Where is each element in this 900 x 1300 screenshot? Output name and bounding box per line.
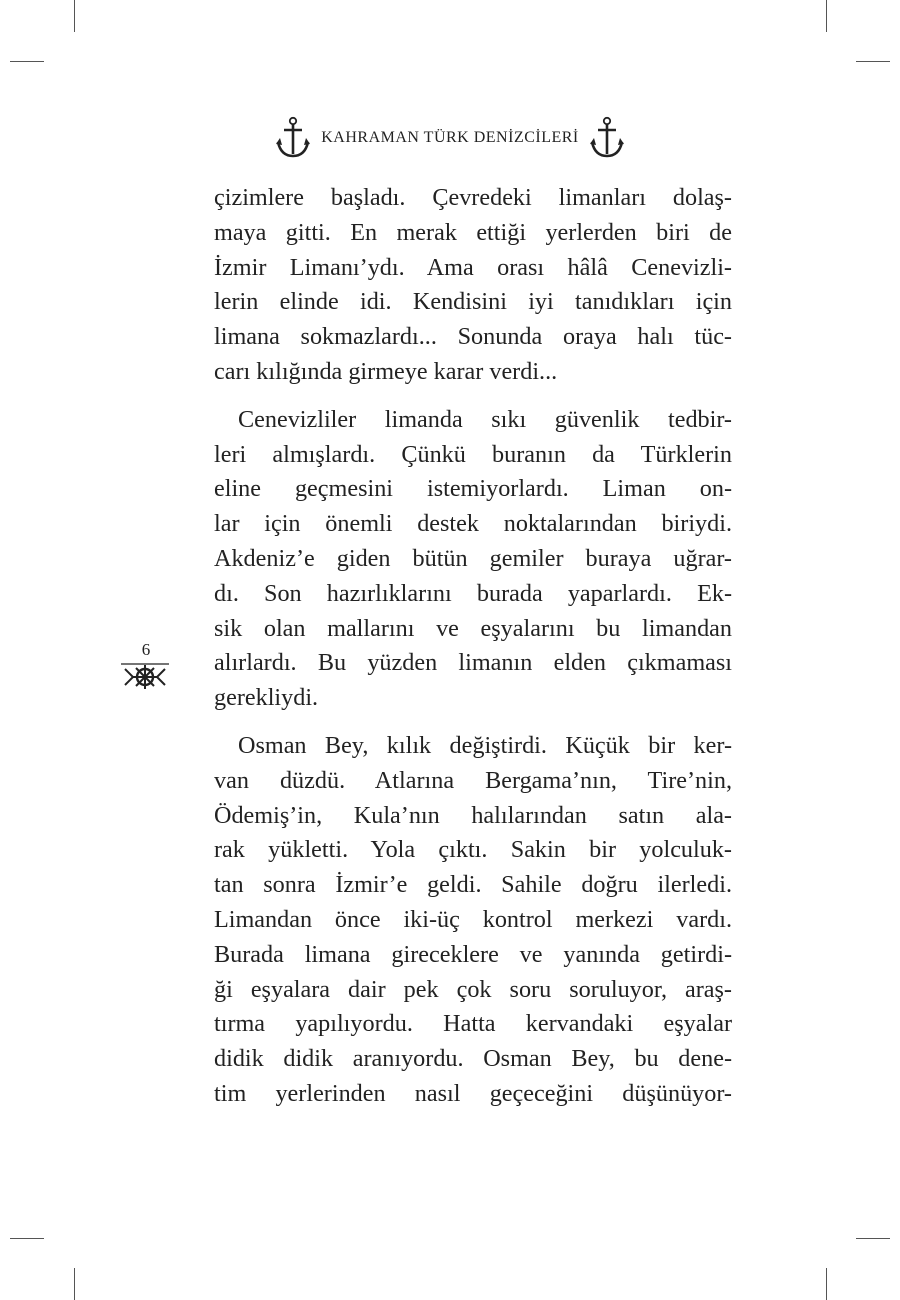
page-number: 6	[141, 640, 151, 659]
text-line: tan sonra İzmir’e geldi. Sahile doğru ilerledi.	[214, 871, 732, 899]
crop-mark-top-left	[74, 0, 75, 32]
text-line: alırlardı. Bu yüzden limanın elden çıkmaması	[214, 649, 732, 677]
text-line: çizimlere başladı. Çevredeki limanları dolaş-	[214, 184, 732, 211]
anchor-icon	[589, 116, 625, 160]
text-line: carı kılığında girmeye karar verdi...	[214, 357, 558, 385]
text-line: dı. Son hazırlıklarını burada yaparlardı. Ek-	[214, 579, 732, 607]
paragraph-gap	[214, 716, 732, 729]
text-line: lerin elinde idi. Kendisini iyi tanıdıkları için	[214, 288, 732, 316]
text-line: sik olan mallarını ve eşyalarını bu limandan	[214, 614, 732, 642]
text-line: rak yükletti. Yola çıktı. Sakin bir yolculuk-	[214, 836, 732, 864]
crop-mark-top-right	[826, 0, 827, 32]
text-line: tim yerlerinden nasıl geçeceğini düşünüyor-	[214, 1079, 732, 1107]
text-line: leri almışlardı. Çünkü buranın da Türklerin	[214, 440, 732, 468]
crop-mark-bottom-left	[74, 1268, 75, 1300]
text-line: eline geçmesini istemiyorlardı. Liman on-	[214, 475, 732, 503]
running-header	[0, 116, 900, 160]
text-line: Ödemiş’in, Kula’nın halılarından satın ala-	[214, 801, 732, 829]
text-line: Cenevizliler limanda sıkı güvenlik tedbir-	[238, 405, 732, 433]
text-line: gerekliydi.	[214, 684, 319, 712]
text-line: Osman Bey, kılık değiştirdi. Küçük bir ker-	[238, 731, 732, 759]
crop-mark-right-lower	[856, 1238, 890, 1239]
text-line: lar için önemli destek noktalarından biriydi.	[214, 510, 732, 538]
text-line: İzmir Limanı’ydı. Ama orası hâlâ Cenevizli-	[214, 253, 732, 281]
text-line: ği eşyalara dair pek çok soru soruluyor, araş-	[214, 975, 732, 1003]
anchor-icon	[275, 116, 311, 160]
paragraph-gap	[214, 390, 732, 403]
text-line: van düzdü. Atlarına Bergama’nın, Tire’nin,	[214, 766, 732, 794]
text-line: didik didik aranıyordu. Osman Bey, bu dene-	[214, 1045, 732, 1073]
text-line: Burada limana gireceklere ve yanında getirdi-	[214, 940, 732, 968]
text-line: Akdeniz’e giden bütün gemiler buraya uğrar-	[214, 544, 732, 572]
header-title: KAHRAMAN TÜRK DENİZCİLERİ	[321, 129, 579, 146]
text-line: tırma yapılıyordu. Hatta kervandaki eşyalar	[214, 1010, 732, 1038]
crop-mark-right-upper	[856, 61, 890, 62]
text-line: maya gitti. En merak ettiği yerlerden biri de	[214, 218, 732, 246]
text-line: limana sokmazlardı... Sonunda oraya halı tüc-	[214, 323, 732, 351]
crop-mark-left-upper	[10, 61, 44, 62]
crop-mark-bottom-right	[826, 1268, 827, 1300]
text-line: Limandan önce iki-üç kontrol merkezi vardı.	[214, 905, 732, 933]
crop-mark-left-lower	[10, 1238, 44, 1239]
ship-wheel-icon	[121, 662, 169, 690]
body-text	[214, 181, 732, 1112]
